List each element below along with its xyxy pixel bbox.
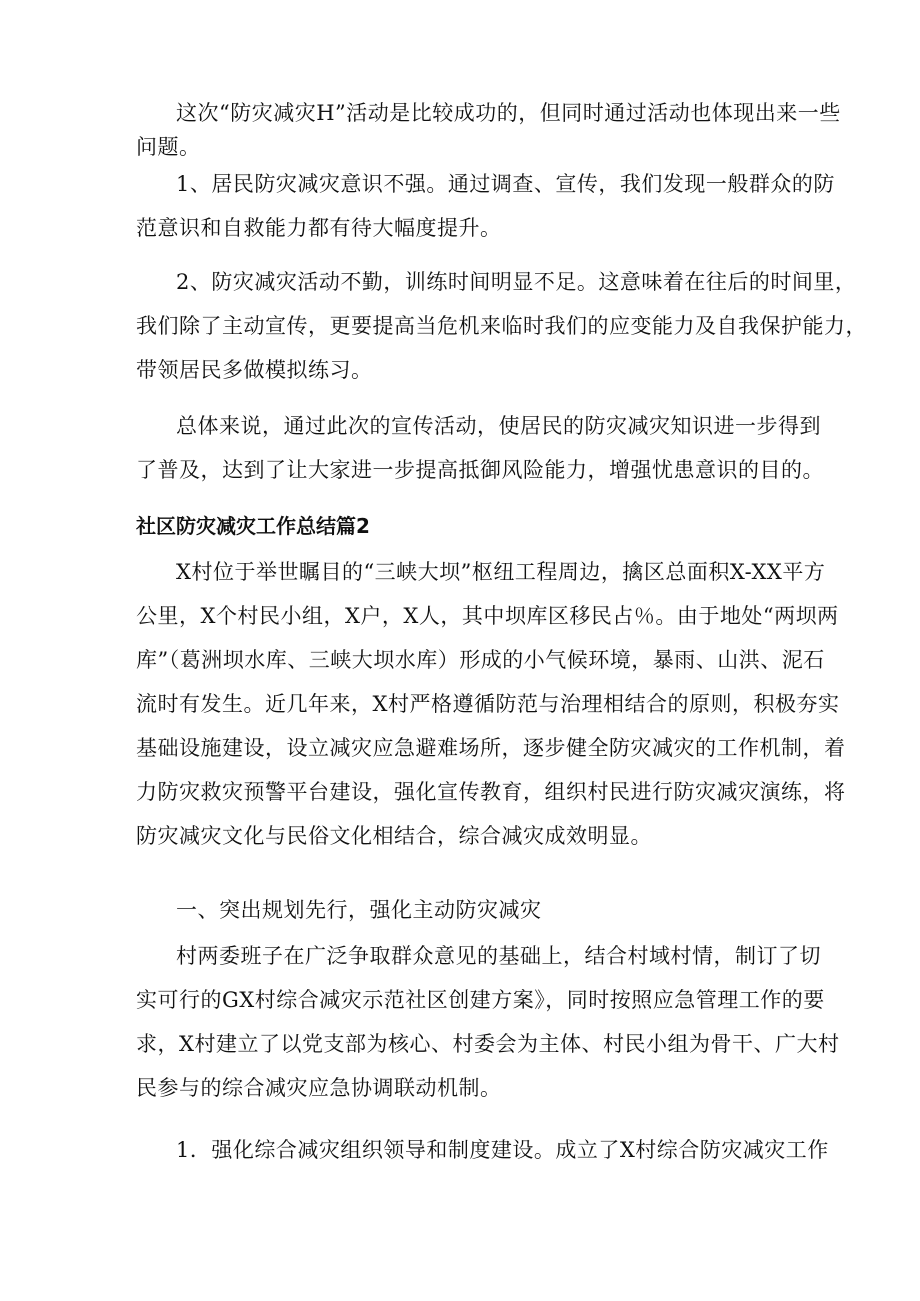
text-line: 求，X村建立了以党支部为核心、村委会为主体、村民小组为骨干、广大村 [136,1032,840,1056]
text-line: 范意识和自救能力都有待大幅度提升。 [136,216,502,240]
text-line: 1、居民防灾减灾意识不强。通过调查、宣传，我们发现一般群众的防 [176,172,835,196]
text-line: X村位于举世瞩目的“三峡大坝”枢纽工程周边，擒区总面积X-XX平方 [176,560,826,584]
text-line: 库”（葛洲坝水库、三峡大坝水库）形成的小气候环境，暴雨、山洪、泥石 [136,648,825,672]
text-line: 2、防灾减灾活动不勤，训练时间明显不足。这意味着在往后的时间里， [176,270,857,294]
text-line: 了普及，达到了让大家进一步提高抵御风险能力，增强忧患意识的目的。 [136,458,824,482]
text-line: 实可行的GX村综合减灾示范社区创建方案》，同时按照应急管理工作的要 [136,988,825,1012]
text-line: 公里，X个村民小组，X户，X人，其中坝库区移民占％。由于地处“两坝两 [136,604,839,628]
text-line: 1．强化综合减灾组织领导和制度建设。成立了X村综合防灾减灾工作 [176,1138,829,1162]
problem-1-paragraph [136,162,835,250]
intro-paragraph [136,96,841,164]
text-line: 力防灾救灾预警平台建设，强化宣传教育，组织村民进行防灾减灾演练，将 [136,780,846,804]
planning-paragraph [136,934,840,1110]
text-line: 村两委班子在广泛争取群众意见的基础上，结合村域村情，制订了切 [176,944,821,968]
text-line: 民参与的综合减灾应急协调联动机制。 [136,1076,502,1100]
item-1-paragraph [136,1128,829,1172]
text-line: 一、突出规划先行，强化主动防灾减灾 [176,898,542,922]
text-line: 流时有发生。近几年来，X村严格遵循防范与治理相结合的原则，积极夯实 [136,692,840,716]
text-line: 这次“防灾减灾H”活动是比较成功的，但同时通过活动也体现出来一些 [176,101,841,125]
summary-paragraph [136,404,824,492]
text-line: 防灾减灾文化与民俗文化相结合，综合减灾成效明显。 [136,824,652,848]
text-line: 我们除了主动宣传，更要提高当危机来临时我们的应变能力及自我保护能力， [136,314,867,338]
section-heading: 社区防灾减灾工作总结篇2 [136,514,370,538]
text-line: 带领居民多做模拟练习。 [136,358,373,382]
problem-2-paragraph [136,260,867,392]
subheading-1 [136,888,796,932]
text-line: 基础设施建设，设立减灾应急避难场所，逐步健全防灾减灾的工作机制，着 [136,736,846,760]
text-line: 总体来说，通过此次的宣传活动，使居民的防灾减灾知识进一步得到 [176,414,821,438]
village-intro-paragraph [136,550,846,858]
text-line: 问题。 [136,135,201,159]
